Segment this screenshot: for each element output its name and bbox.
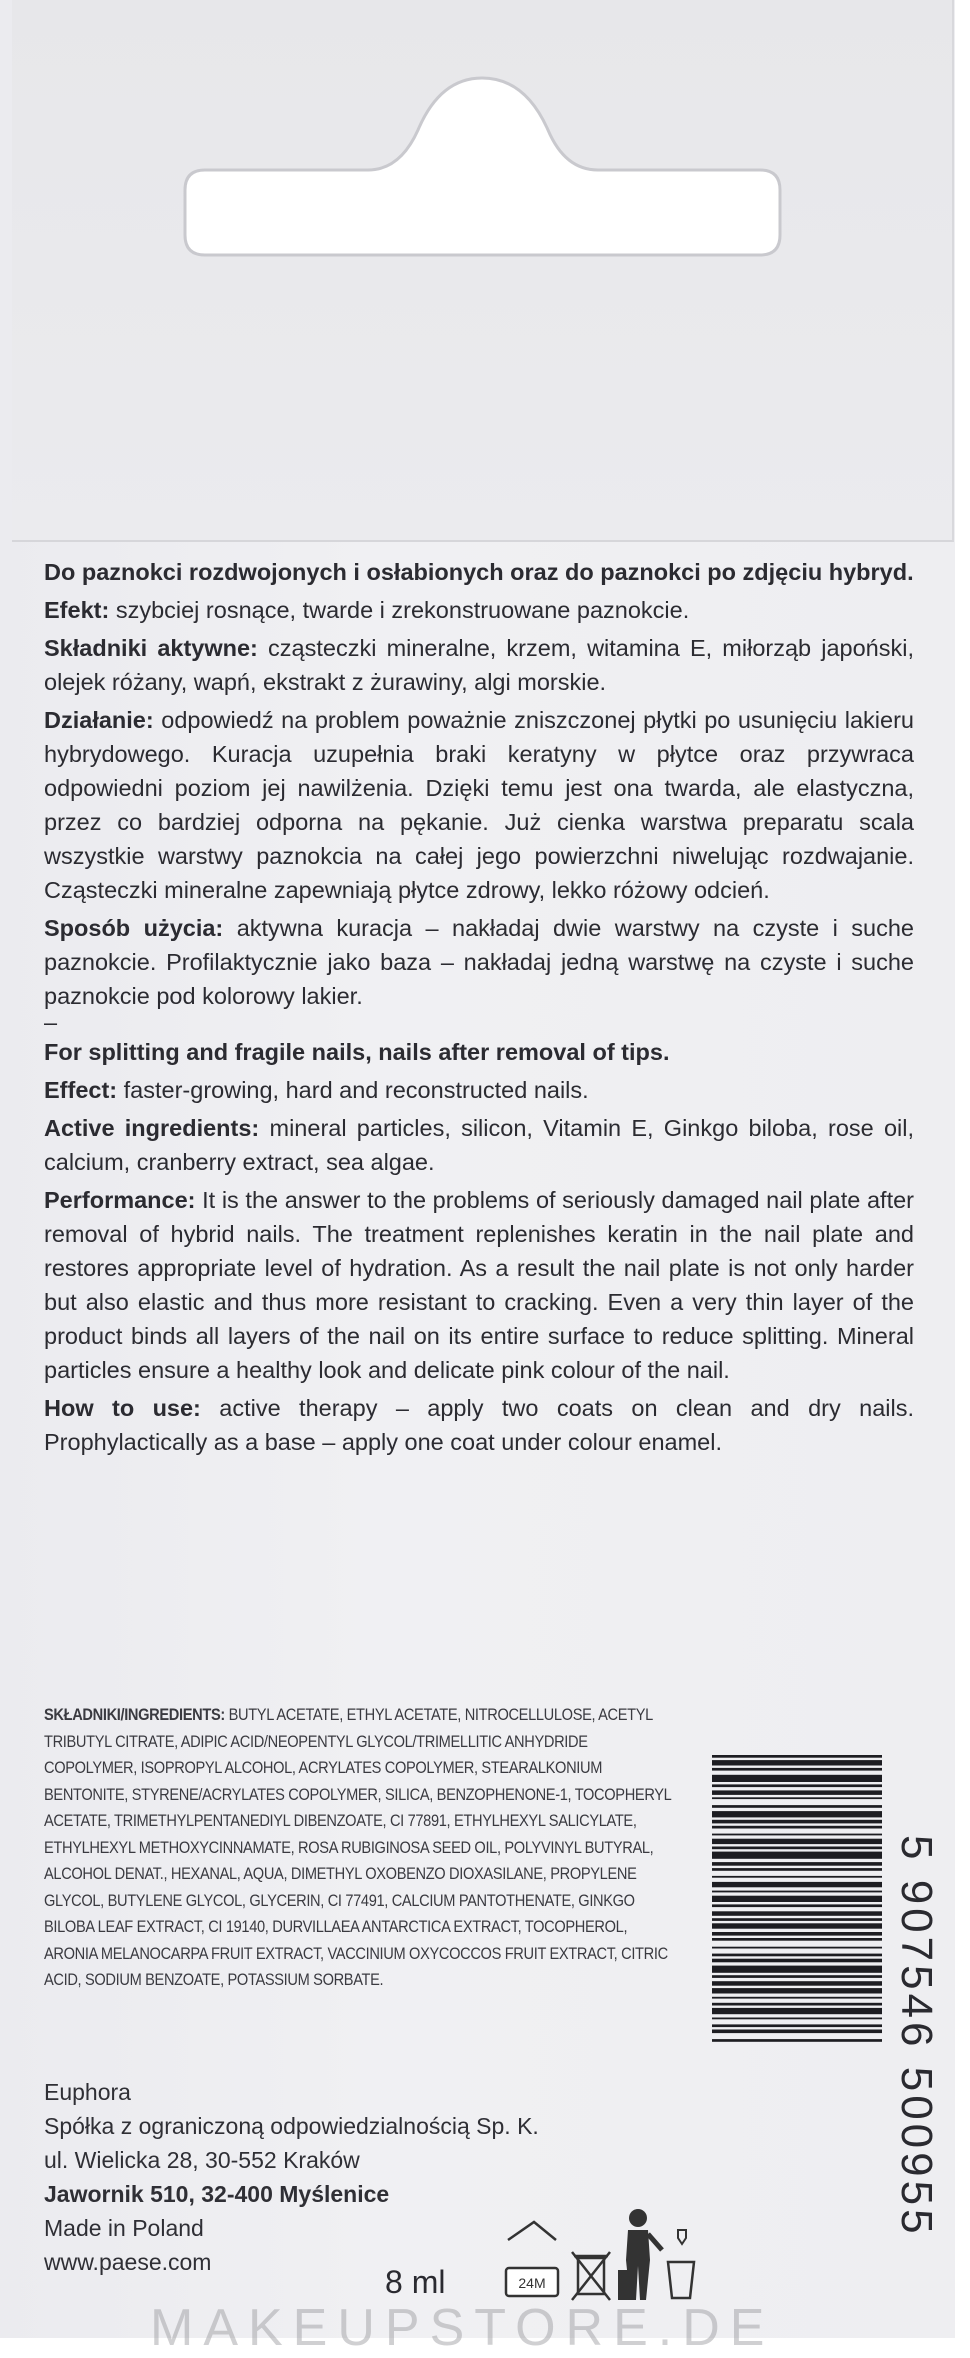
- ingredients-label: SKŁADNIKI/INGREDIENTS:: [44, 1705, 225, 1724]
- glass-recycle-icon: [668, 2230, 694, 2298]
- language-separator: –: [44, 1009, 58, 1035]
- polish-action: [44, 703, 914, 907]
- barcode-bar: [712, 1826, 882, 1829]
- barcode-bar: [712, 1932, 882, 1936]
- barcode-bar: [712, 1768, 882, 1771]
- euro-hang-hole: [0, 0, 970, 260]
- barcode-bars: [712, 1755, 882, 2042]
- company-plant: Jawornik 510, 32-400 Myślenice: [44, 2181, 390, 2207]
- barcode-bar: [712, 1811, 882, 1817]
- watermark: MAKEUPSTORE.DE: [150, 2299, 775, 2357]
- barcode-number: 5 907546 500955: [892, 1835, 941, 2238]
- company-name: Euphora: [44, 2079, 131, 2105]
- english-active-text: mineral particles, silicon, Vitamin E, Ginkgo biloba, rose oil, calcium, cranberry extract, sea algae.: [44, 1115, 915, 1175]
- barcode-bar: [712, 1988, 882, 1993]
- barcode-bar: [712, 1959, 882, 1963]
- company-address: ul. Wielicka 28, 30-552 Kraków: [44, 2147, 360, 2173]
- barcode-bar: [712, 1896, 882, 1902]
- ingredients-list: [44, 1702, 680, 1994]
- polish-active-label: Składniki aktywne:: [44, 635, 258, 661]
- barcode-bar: [712, 1775, 882, 1782]
- polish-effect-label: Efekt:: [44, 597, 110, 623]
- english-howto-text: active therapy – apply two coats on clean and dry nails. Prophylactically as a base – apply one coat under colour enamel.: [44, 1395, 914, 1455]
- barcode-bar: [712, 1755, 882, 1758]
- polish-action-label: Działanie:: [44, 707, 154, 733]
- english-effect: [44, 1073, 914, 1107]
- tidyman-icon: [618, 2209, 662, 2300]
- barcode-bar: [712, 2030, 882, 2034]
- barcode-bar: [712, 1911, 882, 1916]
- barcode-bar: [712, 1820, 882, 1824]
- polish-action-text: odpowiedź na problem poważnie zniszczonej płytki po usunięciu lakieru hybrydowego. Kuracja uzupełnia braki keratyny w płytce oraz przywraca odpowiedni poziom jej nawilżenia. Dzięki temu jest ona twarda, ale elastyczna, przez co bardziej odporna na pękanie. Już cienka warstwa preparatu scala wszystkie warstwy paznokcia na całej jego powierzchni niwelując rozdwajanie. Cząsteczki mineralne zapewniają płytce zdrowy, lekko różowy odcień.: [44, 707, 914, 903]
- description-text: [44, 555, 914, 1463]
- barcode-bar: [712, 1839, 882, 1844]
- english-effect-label: Effect:: [44, 1077, 118, 1103]
- polish-effect-text: szybciej rosnące, twarde i zrekonstruowane paznokcie.: [109, 597, 690, 623]
- barcode-bar: [712, 1790, 882, 1795]
- polish-usage-text: aktywna kuracja – nakładaj dwie warstwy na czyste i suche paznokcie. Profilaktycznie jako baza – nakładaj jedną warstwę na czyste i suche paznokcie pod kolorowy lakier.: [44, 915, 914, 1009]
- company-origin: Made in Poland: [44, 2215, 204, 2241]
- barcode-bar: [712, 1975, 882, 1978]
- english-howto-label: How to use:: [44, 1395, 201, 1421]
- pao-label: 24M: [518, 2275, 546, 2291]
- english-performance-text: It is the answer to the problems of seriously damaged nail plate after removal of hybrid nails. The treatment replenishes keratin in the nail plate and restores appropriate level of hydration. As a result the nail plate is not only harder but also elastic and thus more resistant to cracking. Even a very thin layer of the product binds all layers of the nail on its entire surface to reduce splitting. Mineral particles ensure a healthy look and delicate pink colour of the nail.: [44, 1187, 914, 1383]
- barcode-bar: [712, 2008, 882, 2014]
- barcode-bar: [712, 1904, 882, 1907]
- english-performance-label: Performance:: [44, 1187, 196, 1213]
- barcode-bar: [712, 1918, 882, 1921]
- pao-jar-icon: [506, 2222, 558, 2296]
- barcode-bar: [712, 1862, 882, 1866]
- barcode-bar: [712, 1784, 882, 1787]
- barcode-bar: [712, 2003, 882, 2006]
- polish-usage-label: Sposób użycia:: [44, 915, 224, 941]
- barcode-bar: [712, 1882, 882, 1887]
- polish-usage: [44, 911, 914, 1013]
- disposal-icons: [500, 2200, 700, 2310]
- barcode-bar: [712, 1966, 882, 1973]
- english-howto: [44, 1391, 914, 1459]
- company-website[interactable]: www.paese.com: [44, 2249, 212, 2275]
- company-legal: Spółka z ograniczoną odpowiedzialnością Sp. K.: [44, 2113, 539, 2139]
- volume-label: 8 ml: [385, 2264, 446, 2300]
- barcode-bar: [712, 1805, 882, 1808]
- barcode-bar: [712, 1997, 882, 1999]
- barcode-bar: [712, 1797, 882, 1799]
- english-performance: [44, 1183, 914, 1387]
- barcode-bar: [712, 1981, 882, 1986]
- ingredients-text: BUTYL ACETATE, ETHYL ACETATE, NITROCELLULOSE, ACETYL TRIBUTYL CITRATE, ADIPIC ACID/NEOPENTYL GLYCOL/TRIMELLITIC ANHYDRIDE COPOLYMER, ISOPROPYL ALCOHOL, ACRYLATES COPOLYMER, STEARALKONIUM BENTONITE, STYRENE/ACRYLATES COPOLYMER, SILICA, BENZOPHENONE-1, TOCOPHERYL ACETATE, TRIMETHYLPENTANEDIYL DIBENZOATE, CI 77891, ETHYLHEXYL SALICYLATE, ETHYLHEXYL METHOXYCINNAMATE, ROSA RUBIGINOSA SEED OIL, POLYVINYL BUTYRAL, ALCOHOL DENAT., HEXANAL, AQUA, DIMETHYL OXOBENZO DIOXASILANE, PROPYLENE GLYCOL, BUTYLENE GLYCOL, GLYCERIN, CI 77491, CALCIUM PANTOTHENATE, GINKGO BILOBA LEAF EXTRACT, CI 19140, DURVILLAEA ANTARCTICA EXTRACT, TOCOPHEROL, ARONIA MELANOCARPA FRUIT EXTRACT, VACCINIUM OXYCOCCOS FRUIT EXTRACT, CITRIC ACID, SODIUM BENZOATE, POTASSIUM SORBATE.: [44, 1705, 671, 1989]
- polish-effect: [44, 593, 914, 627]
- barcode-bar: [712, 1834, 882, 1836]
- polish-active: [44, 631, 914, 699]
- barcode-bar: [712, 2024, 882, 2027]
- barcode-bar: [712, 1954, 882, 1957]
- english-active: [44, 1111, 914, 1179]
- barcode-bar: [712, 1847, 882, 1850]
- barcode-bar: [712, 2018, 882, 2020]
- barcode-bar: [712, 1938, 882, 1941]
- barcode-bar: [712, 1760, 882, 1765]
- barcode-bar: [712, 2039, 882, 2042]
- recycle-bin-icon: [572, 2252, 610, 2300]
- barcode-bar: [712, 1876, 882, 1878]
- polish-heading: Do paznokci rozdwojonych i osłabionych oraz do paznokci po zdjęciu hybryd.: [44, 559, 914, 585]
- english-active-label: Active ingredients:: [44, 1115, 260, 1141]
- barcode-bar: [712, 1947, 882, 1949]
- english-heading: For splitting and fragile nails, nails after removal of tips.: [44, 1039, 670, 1065]
- barcode-bar: [712, 1891, 882, 1893]
- polish-active-text: cząsteczki mineralne, krzem, witamina E, miłorząb japoński, olejek różany, wapń, ekstrakt z żurawiny, algi morskie.: [44, 635, 914, 695]
- background-edge: [955, 0, 970, 2338]
- barcode-bar: [712, 1852, 882, 1859]
- english-effect-text: faster-growing, hard and reconstructed nails.: [117, 1077, 589, 1103]
- barcode-bar: [712, 1868, 882, 1871]
- barcode-bar: [712, 1923, 882, 1928]
- barcode: [712, 1755, 952, 2315]
